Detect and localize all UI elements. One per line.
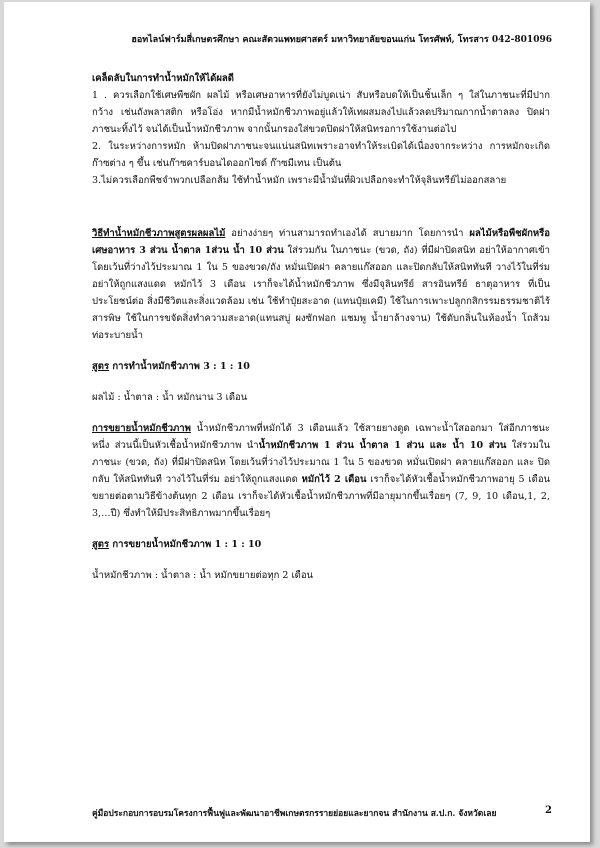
formula-1-text: การทำน้ำหมักชีวภาพ 3 : 1 : 10 bbox=[109, 361, 250, 372]
method-body: ใส่รวมกัน ในภาชนะ (ขวด, ถัง) ที่มีฝาปิดสนิท อย่าให้อากาศเข้า โดยเว้นที่ว่างไว้ประมาณ 1 ใน 5 ของขวด/ถัง หมั่นเปิดฝา คลายแก๊สออก และปิดกลับให้สนิททันที วางไว้ในที่ร่ม อย่าให้ถูกแสงแดด หมักไว้ 3 เดือน เราก็จะได้น้ำหมักชีวภาพ ซึ่งมีจุลินทรีย์ สารอินทรีย์ ธาตุอาหาร ที่เป็นประโยชน์ต่อ สิ่งมีชีวิตและสิ่งแวดล้อม เช่น ใช้ทำปุ๋ยสะอาด (แทนปุ๋ยเคมี) ใช้ในการเพาะปลูกกสิกรรมธรรมชาติไร้สารพิษ ใช้ในการขจัดสิ่งทำความสะอาด(แทนสบู่ ผงซักฟอก แชมพู น้ำยาล้างจาน) ใช้ดับกลิ่นในห้องน้ำ โถส้วม ท่อระบายน้ำ bbox=[92, 245, 551, 341]
page-number: 2 bbox=[545, 805, 552, 816]
formula-2-label: สูตร bbox=[92, 539, 110, 550]
expand-ratio: น้ำหมักชีวภาพ 1 ส่วน น้ำตาล 1 ส่วน และ น้ำ 10 ส่วน bbox=[258, 440, 507, 451]
formula-1-heading bbox=[92, 358, 550, 375]
formula-2-heading bbox=[92, 536, 550, 553]
tips-item-2: 2. ในระหว่างการหมัก ห้ามปิดฝาภาชนะจนแน่นสนิทเพราะอาจทำให้ระเบิดได้เนื่องจากระหว่าง การหมักจะเกิดก๊าซต่าง ๆ ขึ้น เช่นก๊าซคาร์บอนไดออกไซด์ ก๊าซมีเทน เป็นต้น bbox=[92, 141, 550, 169]
expand-text-1: น้ำหมักชีวภาพที่หมักได้ 3 เดือนแล้ว ใช้สายยางดูด เฉพาะน้ำใสออกมา ใส่อีกภาชนะหนึ่ง ส่วนนี้เป็นหัวเชื้อน้ำหมักชีวภาพ นำ bbox=[92, 423, 550, 451]
expand-text-3: เราก็จะได้หัวเชื้อน้ำหมักชีวภาพอายุ 5 เดือน ขยายต่อตามวิธีข้างต้นทุก 2 เดือน เราก็จะได้หัวเชื้อน้ำหมักชีวภาพที่มีอายุมากขึ้นเรื่อยๆ (7, 9, 10 เดือน,1, 2, 3,…ปี) ซึ่งทำให้มีประสิทธิภาพมากขึ้นเรื่อยๆ bbox=[92, 474, 551, 519]
method-ratio: ผลไม้หรือพืชผักหรือเศษอาหาร 3 ส่วน น้ำตาล 1ส่วน น้ำ 10 ส่วน bbox=[92, 228, 550, 256]
expand-paragraph bbox=[92, 420, 550, 522]
expand-text-2: ใส่รวมในภาชนะ (ขวด, ถัง) ที่มีฝาปิดสนิท โดยเว้นที่ว่างไว้ประมาณ 1 ใน 5 ของขวด หมั่นเปิดฝา คลายแก๊สออก และ ปิดกลับ ให้สนิททันที วางไว้ในที่ร่ม อย่าให้ถูกแสงแดด bbox=[92, 440, 550, 485]
page-header: ฮอทไลน์ฟาร์มสี่เกษตรศึกษา คณะสัตวแพทยศาสตร์ มหาวิทยาลัยขอนแก่น โทรศัพท์, โทรสาร 042-801096 bbox=[131, 35, 552, 45]
formula-1-detail: ผลไม้ : น้ำตาล : น้ำ หมักนาน 3 เดือน bbox=[92, 392, 248, 403]
tips-item-1: 1 . ควรเลือกใช้เศษพืชผัก ผลไม้ หรือเศษอาหารที่ยังไม่บูดเน่า สับหรือบดให้เป็นชิ้นเล็ก ๆ ใส่ในภาชนะที่มีปากกว้าง เช่นถังพลาสติก หรือโอ่ง หากมีน้ำหมักชีวภาพอยู่แล้วให้เทผสมลงไปแล้วลดปริมาณกากน้ำตาลลง ปิดฝาภาชนะทิ้งไว้ จนได้เป็นน้ำหมักชีวภาพ จากนั้นกรองใส่ขวดปิดฝาให้สนิทรอการใช้งานต่อไป bbox=[92, 90, 550, 135]
method-heading: วิธีทำน้ำหมักชีวภาพสูตรผลผลไม้ bbox=[92, 228, 226, 239]
formula-1-label: สูตร bbox=[92, 361, 110, 372]
method-paragraph bbox=[92, 225, 550, 344]
expand-duration: หมักไว้ 2 เดือน bbox=[301, 474, 367, 485]
page-footer bbox=[92, 806, 552, 820]
document-page bbox=[4, 2, 590, 842]
formula-2-detail: น้ำหมักชีวภาพ : น้ำตาล : น้ำ หมักขยายต่อทุก 2 เดือน bbox=[92, 570, 314, 581]
tips-item-3: 3.ไม่ควรเลือกพืชจำพวกเปลือกส้ม ใช้ทำน้ำหมัก เพราะมีน้ำมันที่ผิวเปลือกจะทำให้จุลินทรีย์ไม่ออกสลาย bbox=[92, 175, 507, 186]
formula-2-text: การขยายน้ำหมักชีวภาพ 1 : 1 : 10 bbox=[109, 539, 262, 550]
method-intro: อย่างง่ายๆ ท่านสามารถทำเองได้ สบายมาก โดยการนำ bbox=[225, 228, 470, 239]
footer-text: คู่มือประกอบการอบรมโครงการฟื้นฟูและพัฒนาอาชีพเกษตรกรรายย่อยและยากจน สำนักงาน ส.ป.ก. จังหวัดเลย bbox=[92, 809, 497, 819]
page-content bbox=[92, 70, 550, 584]
expand-heading: การขยายน้ำหมักชีวภาพ bbox=[92, 423, 191, 434]
tips-heading: เคล็ดลับในการทำน้ำหมักให้ได้ผลดี bbox=[92, 73, 234, 84]
